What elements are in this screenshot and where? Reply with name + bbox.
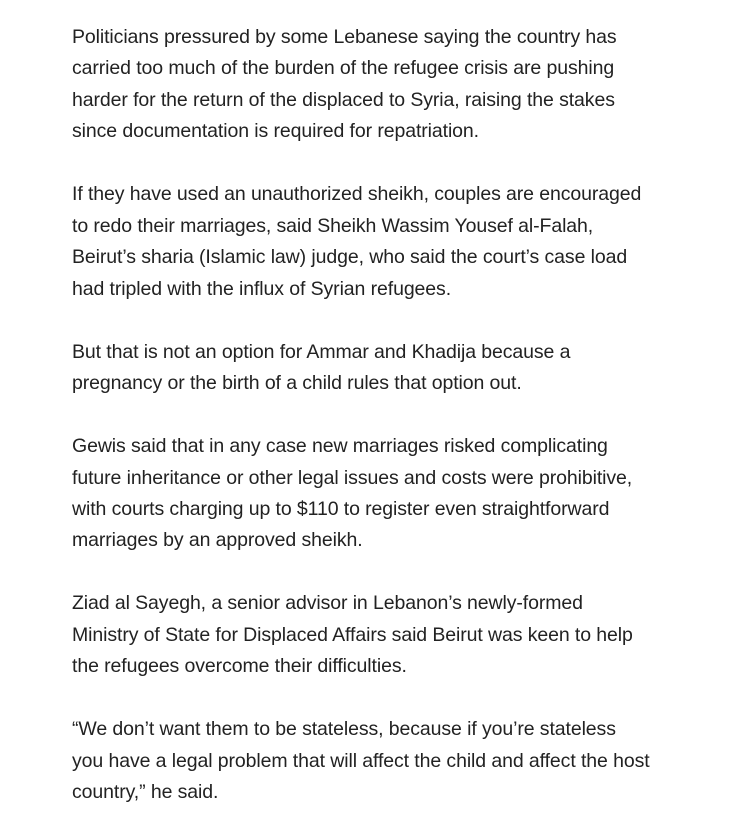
paragraph-line: harder for the return of the displaced to Syria, raising the stakes [72, 88, 615, 111]
paragraph-line: Beirut’s sharia (Islamic law) judge, who said the court’s case load [72, 246, 628, 269]
paragraph-line: you have a legal problem that will affect the child and affect the host [72, 749, 650, 772]
paragraph-line: the refugees overcome their difficulties. [72, 655, 407, 678]
paragraph-line: had tripled with the influx of Syrian refugees. [72, 277, 452, 300]
paragraph-line: Ministry of State for Displaced Affairs said Beirut was keen to help [72, 623, 633, 646]
paragraph-line: marriages by an approved sheikh. [72, 529, 363, 552]
paragraph-line: carried too much of the burden of the refugee crisis are pushing [72, 57, 615, 80]
paragraph-line: to redo their marriages, said Sheikh Wassim Yousef al-Falah, [72, 214, 594, 237]
paragraph-line: country,” he said. [72, 781, 219, 804]
paragraph-line: future inheritance or other legal issues and costs were prohibitive, [72, 466, 633, 489]
paragraph-4 [72, 431, 742, 557]
paragraph-line: Politicians pressured by some Lebanese saying the country has [72, 26, 617, 48]
paragraph-line: Gewis said that in any case new marriages risked complicating [72, 435, 608, 458]
paragraph-line: If they have used an unauthorized sheikh, couples are encouraged [72, 183, 642, 206]
article-body [72, 22, 742, 840]
paragraph-line: But that is not an option for Ammar and Khadija because a [72, 340, 571, 363]
paragraph-2 [72, 179, 742, 305]
paragraph-line: pregnancy or the birth of a child rules that option out. [72, 372, 522, 395]
paragraph-line: since documentation is required for repatriation. [72, 120, 479, 143]
paragraph-1 [72, 22, 742, 148]
paragraph-3 [72, 337, 742, 400]
paragraph-line: Ziad al Sayegh, a senior advisor in Lebanon’s newly-formed [72, 592, 583, 615]
paragraph-5 [72, 588, 742, 682]
paragraph-line: with courts charging up to $110 to register even straightforward [72, 497, 610, 520]
paragraph-6 [72, 714, 742, 808]
paragraph-line: “We don’t want them to be stateless, because if you’re stateless [72, 718, 616, 741]
